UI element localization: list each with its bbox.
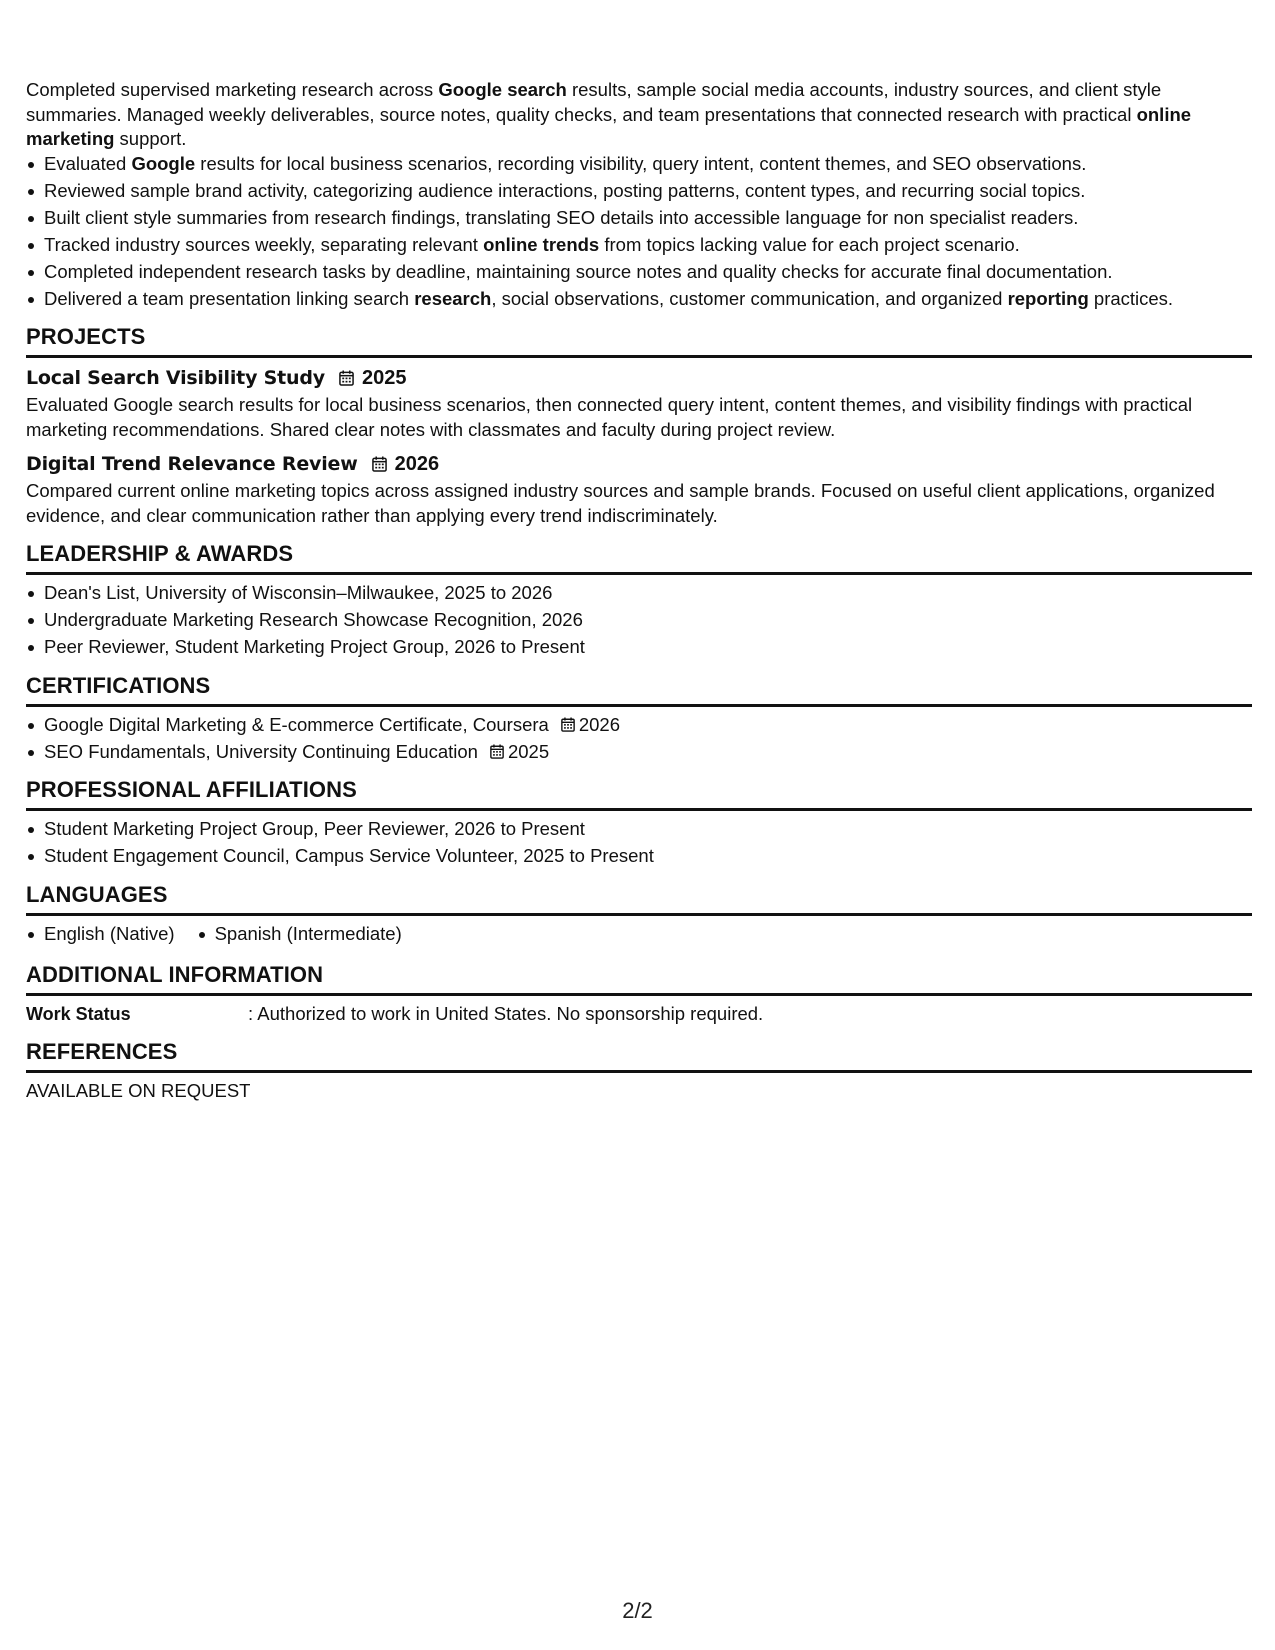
project-year: 2025 <box>361 367 407 389</box>
project-title: Local Search Visibility Study <box>26 367 325 389</box>
section-heading: LEADERSHIP & AWARDS <box>26 540 1252 575</box>
section-heading: LANGUAGES <box>26 881 1252 916</box>
summary-text: Completed supervised marketing research across <box>26 79 439 100</box>
resume-page <box>26 78 1252 1104</box>
languages-section <box>26 881 1252 949</box>
list-item: Dean's List, University of Wisconsin–Milwaukee, 2025 to 2026 <box>44 581 1252 606</box>
page-number: 2/2 <box>622 1598 653 1623</box>
work-status-row <box>26 1002 1252 1027</box>
list-item: Undergraduate Marketing Research Showcase Recognition, 2026 <box>44 608 1252 633</box>
affiliations-section <box>26 776 1252 869</box>
project-entry <box>26 450 1252 528</box>
project-entry <box>26 364 1252 442</box>
certification-name: Google Digital Marketing & E-commerce Certificate, Coursera <box>44 713 549 735</box>
list-item <box>44 713 1252 738</box>
summary-text: support. <box>114 128 187 149</box>
list-item: Tracked industry sources weekly, separating relevant online trends from topics lacking value for each project scenario. <box>44 233 1252 258</box>
experience-summary <box>26 78 1252 152</box>
affiliations-list <box>26 817 1252 869</box>
calendar-icon <box>490 744 504 759</box>
calendar-icon <box>561 717 575 732</box>
list-item: Built client style summaries from research findings, translating SEO details into accessible language for non specialist readers. <box>44 206 1252 231</box>
certification-name: SEO Fundamentals, University Continuing Education <box>44 740 478 762</box>
project-year: 2026 <box>394 453 440 475</box>
calendar-icon <box>339 370 354 386</box>
section-heading: REFERENCES <box>26 1038 1252 1073</box>
additional-info-section <box>26 961 1252 1027</box>
list-item: Student Marketing Project Group, Peer Reviewer, 2026 to Present <box>44 817 1252 842</box>
list-item: Evaluated Google results for local business scenarios, recording visibility, query intent, content themes, and SEO observations. <box>44 152 1252 177</box>
project-title-row <box>26 450 1252 478</box>
list-item <box>44 740 1252 765</box>
certifications-section <box>26 672 1252 765</box>
list-item: Reviewed sample brand activity, categorizing audience interactions, posting patterns, content types, and recurring social topics. <box>44 179 1252 204</box>
projects-section <box>26 323 1252 528</box>
list-item: English (Native) <box>44 922 175 947</box>
work-status-label: Work Status <box>26 1003 131 1024</box>
references-section <box>26 1038 1252 1104</box>
section-heading: PROJECTS <box>26 323 1252 358</box>
list-item: Peer Reviewer, Student Marketing Project Group, 2026 to Present <box>44 635 1252 660</box>
list-item: Delivered a team presentation linking search research, social observations, customer communication, and organized reporting practices. <box>44 287 1252 312</box>
references-text: AVAILABLE ON REQUEST <box>26 1080 251 1101</box>
project-title: Digital Trend Relevance Review <box>26 453 358 475</box>
project-description: Compared current online marketing topics across assigned industry sources and sample brands. Focused on useful client applications, organized evidence, and clear communication rather than applying every trend indiscriminately. <box>26 480 1215 526</box>
languages-list <box>26 922 1252 949</box>
section-heading: CERTIFICATIONS <box>26 672 1252 707</box>
summary-text: results, sample social media accounts, industry sources, and client style summaries. Managed weekly deliverables, source notes, quality checks, and team presentations that connected research with practical <box>26 79 1162 125</box>
section-heading: ADDITIONAL INFORMATION <box>26 961 1252 996</box>
leadership-list <box>26 581 1252 660</box>
certifications-list <box>26 713 1252 765</box>
summary-bold: Google search <box>438 79 567 100</box>
leadership-section <box>26 540 1252 660</box>
section-heading: PROFESSIONAL AFFILIATIONS <box>26 776 1252 811</box>
list-item: Student Engagement Council, Campus Service Volunteer, 2025 to Present <box>44 844 1252 869</box>
project-description: Evaluated Google search results for local business scenarios, then connected query intent, content themes, and visibility findings with practical marketing recommendations. Shared clear notes with classmates and faculty during project review. <box>26 394 1193 440</box>
summary-bold: online marketing <box>26 103 1192 149</box>
list-item: Completed independent research tasks by deadline, maintaining source notes and quality checks for accurate final documentation. <box>44 260 1252 285</box>
experience-bullets <box>26 152 1252 312</box>
project-title-row <box>26 364 1252 392</box>
calendar-icon <box>372 456 387 472</box>
list-item: Spanish (Intermediate) <box>215 922 402 947</box>
certification-year: 2025 <box>507 740 550 762</box>
work-status-value: : Authorized to work in United States. No sponsorship required. <box>248 1002 764 1024</box>
certification-year: 2026 <box>578 713 620 735</box>
